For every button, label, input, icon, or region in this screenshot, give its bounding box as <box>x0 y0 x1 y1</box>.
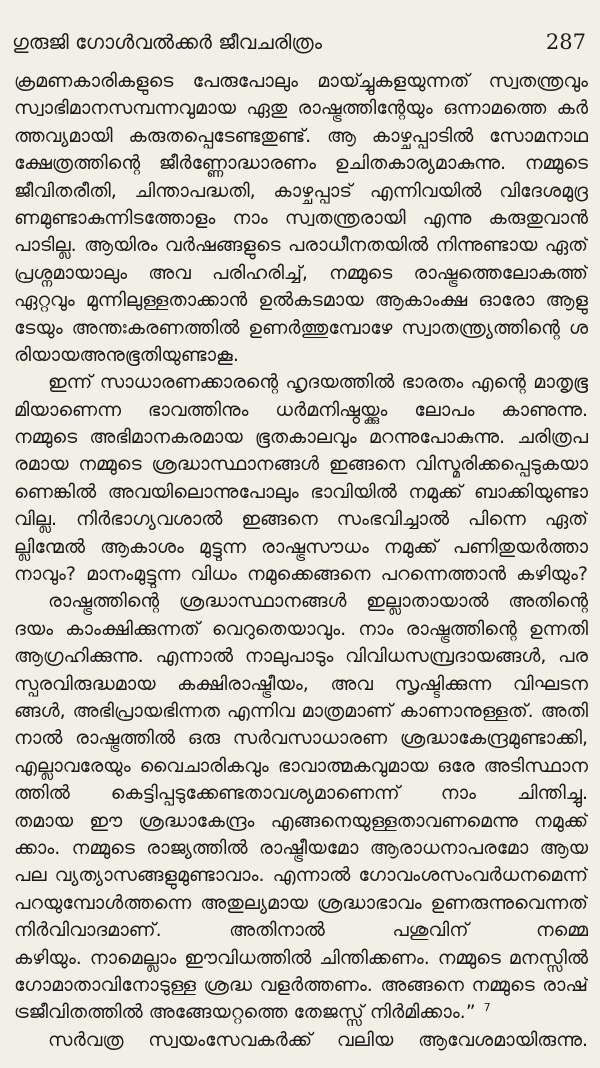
text-line: പറയുമ്പോൾത്തന്നെ അതുല്യമായ ശ്രദ്ധാഭാവം ഉണരുന്നുവെന്നത് <box>14 891 588 914</box>
text-line: നമ്മുടെ അഭിമാനകരമായ ഭൂതകാലവും മറന്നുപോകുന്നു. ചരിത്രപ <box>14 426 588 449</box>
text-line: സ്പരവിരുദ്ധമായ കക്ഷിരാഷ്ട്രീയം, അവ സൃഷ്ടിക്കുന്ന വിഘടന <box>14 672 588 695</box>
paragraph <box>14 68 588 369</box>
text-line: നിർവിവാദമാണ്. അതിനാൽ പശുവിന് നമ്മെ <box>14 919 588 942</box>
text-line: രിയായഅനുഭൂതിയുണ്ടാകൂ. <box>14 343 239 366</box>
page-number: 287 <box>545 30 586 54</box>
paragraph <box>14 369 588 588</box>
text-line: പ്രശ്നമായാലും അവ പരിഹരിച്ച്, നമ്മുടെ രാഷ്ട്രത്തെലോകത്ത് <box>14 261 588 284</box>
text-line: ഗോമാതാവിനോടുള്ള ശ്രദ്ധ വളർത്തണം. അങ്ങനെ നമ്മുടെ രാഷ് <box>14 973 588 996</box>
text-line: മിയാണെന്ന ഭാവത്തിനും ധർമനിഷ്ഠയ്ക്കും ലോപം കാണുന്നു. <box>14 398 588 421</box>
text-line: പല വ്യത്യാസങ്ങളുമുണ്ടാവാം. എന്നാൽ ഗോവംശസംവർധനമെന്ന് <box>14 864 588 887</box>
text-line: ക്രമണകാരികളുടെ പേരുപോലും മായ്ച്ചുകളയുന്നത് സ്വതന്ത്രവും <box>14 70 588 92</box>
text-line: സർവത്ര സ്വയംസേവകർക്ക് വലിയ ആവേശമായിരുന്നു. <box>48 1028 588 1051</box>
text-line: ഏറ്റവും മുന്നിലുള്ളതാക്കാൻ ഉൽകടമായ ആകാംക്ഷ ഓരോ ആളു <box>14 289 588 312</box>
text-line: ല്ലിന്മേൽ ആകാശം മുട്ടുന്ന രാഷ്ട്രസൗധം നമുക്ക് പണിതുയർത്താ <box>14 535 588 558</box>
text-line: പാടില്ല. ആയിരം വർഷങ്ങളുടെ പരാധീനതയിൽ നിന്നുണ്ടായ ഏത് <box>14 234 588 257</box>
text-line: ടേയും അന്തഃകരണത്തിൽ ഉണർത്തുമ്പോഴേ സ്വാതന്ത്ര്യത്തിന്റെ ശ <box>14 316 588 339</box>
text-line: ത്തിൽ കെട്ടിപ്പടുക്കേണ്ടതാവശ്യമാണെന്ന് നാം ചിന്തിച്ചു. <box>14 782 588 805</box>
text-line: ണെങ്കിൽ അവയിലൊന്നുപോലും ഭാവിയിൽ നമുക്ക് ബാക്കിയുണ്ടാ <box>14 480 588 503</box>
text-line: ങ്ങൾ, അഭിപ്രായഭിന്നത എന്നിവ മാത്രമാണ് കാണാനുള്ളത്. അതി <box>14 699 588 722</box>
text-line: ത്തവ്യമായി കരുതപ്പെടേണ്ടതുണ്ട്. ആ കാഴ്ചപ്പാടിൽ സോമനാഥ <box>14 124 588 147</box>
text-line: വില്ല. നിർഭാഗ്യവശാൽ ഇങ്ങനെ സംഭവിച്ചാൽ പിന്നെ ഏത് <box>14 508 588 531</box>
running-header <box>12 26 586 58</box>
paragraph <box>14 1027 588 1054</box>
text-line: നാവും? മാനംമുട്ടുന്ന വിധം നമുക്കെങ്ങനെ പറന്നെത്താൻ കഴിയും? <box>14 563 588 586</box>
body-text <box>14 68 588 1060</box>
text-line: സ്വാഭിമാനസമ്പന്നവുമായ ഏതു രാഷ്ട്രത്തിന്റേയും ഒന്നാമത്തെ കർ <box>14 97 588 120</box>
text-line: ണമുണ്ടാകുന്നിടത്തോളം നാം സ്വതന്ത്രരായി എന്നു കരുതുവാൻ <box>14 206 588 229</box>
paragraph <box>14 588 588 1026</box>
text-line: നാൽ രാഷ്ട്രത്തിൽ ഒരു സർവസാധാരണ ശ്രദ്ധാകേന്ദ്രമുണ്ടാക്കി, <box>14 727 588 750</box>
footnote-marker: 7 <box>483 1000 491 1014</box>
text-line <box>14 999 588 1026</box>
book-title: ഗുരുജി ഗോൾവൽക്കർ ജീവചരിത്രം <box>12 30 322 54</box>
text-line: ക്ഷേത്രത്തിന്റെ ജീർണ്ണോദ്ധാരണം ഉചിതകാര്യമാകുന്നു. നമ്മുടെ <box>14 152 588 175</box>
text-line: എല്ലാവരേയും വൈചാരികവും ഭാവാത്മകവുമായ ഒരേ അടിസ്ഥാന <box>14 754 588 777</box>
text-line: തമായ ഈ ശ്രദ്ധാകേന്ദ്രം എങ്ങനെയുള്ളതാവണമെന്നു നമുക്ക് <box>14 809 588 832</box>
text-line: ഇന്ന് സാധാരണക്കാരന്റെ ഹൃദയത്തിൽ ഭാരതം എന്റെ മാതൃഭൂ <box>48 371 588 394</box>
text-line: ആഗ്രഹിക്കുന്നു. എന്നാൽ നാലുപാടും വിവിധസമ്പ്രദായങ്ങൾ, പര <box>14 645 588 668</box>
text-line-content: ട്രജീവിതത്തിൽ അങ്ങേയറ്റത്തെ തേജസ്സ് നിർമിക്കാം.” <box>14 1001 476 1024</box>
text-line: ദയം കാംക്ഷിക്കുന്നത് വെറുതെയാവും. നാം രാഷ്ട്രത്തിന്റെ ഉന്നതി <box>14 617 588 640</box>
text-line: രമായ നമ്മുടെ ശ്രദ്ധാസ്ഥാനങ്ങൾ ഇങ്ങനെ വിസ്മരിക്കപ്പെടുകയാ <box>14 453 588 476</box>
text-line: ജീവിതരീതി, ചിന്താപദ്ധതി, കാഴ്ചപ്പാട് എന്നിവയിൽ വിദേശമുദ്ര <box>14 179 588 202</box>
text-line: കഴിയും. നാമെല്ലാം ഈവിധത്തിൽ ചിന്തിക്കണം. നമ്മുടെ മനസ്സിൽ <box>14 946 588 969</box>
text-line: ക്കാം. നമ്മുടെ രാജ്യത്തിൽ രാഷ്ട്രീയമോ ആരാധനാപരമോ ആയ <box>14 836 588 859</box>
text-line: രാഷ്ട്രത്തിന്റെ ശ്രദ്ധാസ്ഥാനങ്ങൾ ഇല്ലാതായാൽ അതിന്റെ <box>48 590 588 613</box>
